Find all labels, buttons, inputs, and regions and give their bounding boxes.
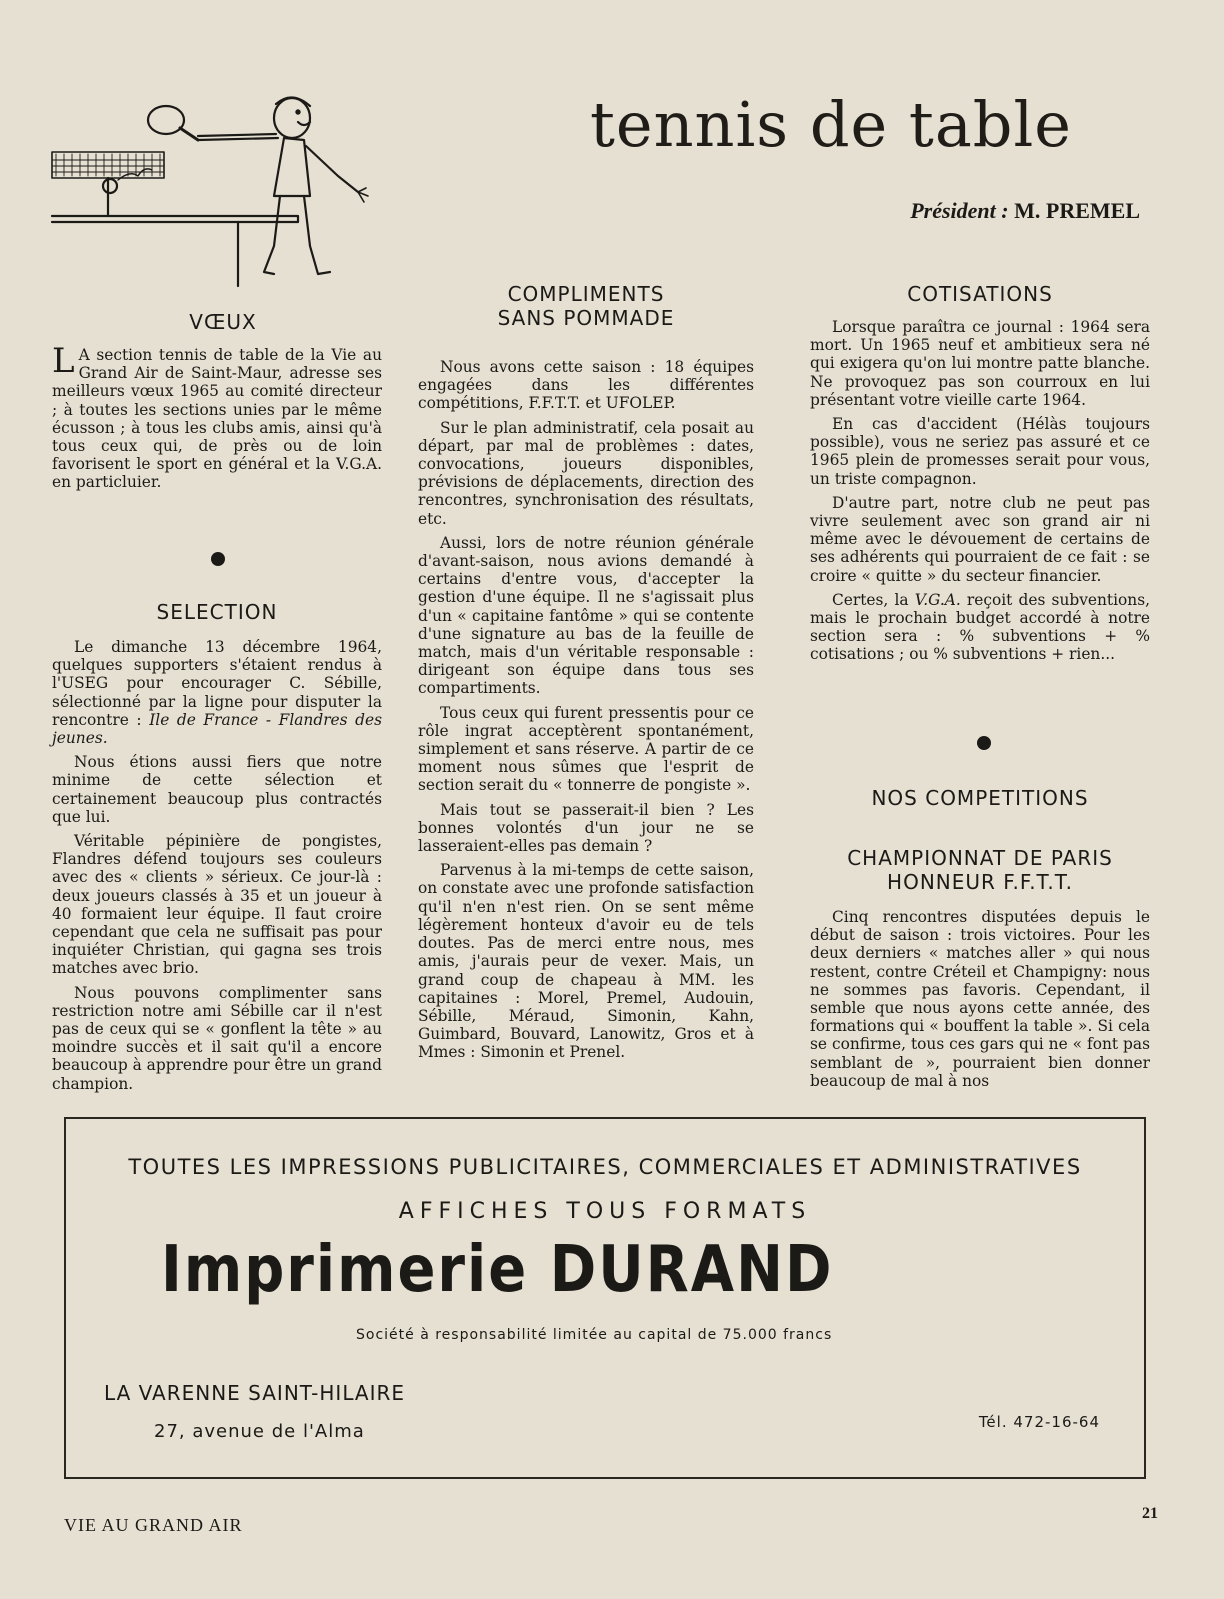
president-label: Président :	[910, 198, 1009, 223]
voeux-heading: VŒUX	[189, 310, 257, 334]
president-line	[910, 198, 1140, 224]
selection-paragraph: Le dimanche 13 décembre 1964, quelques supporters s'étaient rendus à l'USEG pour encourager C. Sébille, sélectionné par la ligne pour disputer la rencontre :	[52, 638, 382, 729]
table-tennis-player-illustration	[48, 96, 378, 292]
advertisement-box	[64, 1117, 1146, 1479]
publication-name: VIE AU GRAND AIR	[64, 1515, 243, 1535]
compliments-paragraph: Sur le plan administratif, cela posait au départ, par mal de problèmes : dates, convocations, joueurs disponibles, prévisions de déplacements, direction des rencontres, synchronisation des résultats, etc.	[418, 418, 754, 528]
compliments-paragraph: Nous avons cette saison : 18 équipes engagées dans les différentes compétitions, F.F.T.T. et UFOLEP.	[418, 358, 754, 413]
page-number: 21	[1142, 1505, 1158, 1522]
compliments-paragraph: Mais tout se passerait-il bien ? Les bonnes volontés d'un jour ne se lasseraient-elles pas demain ?	[418, 800, 754, 856]
ad-brand-name: Imprimerie DURAND	[161, 1232, 834, 1307]
vga-abbr: V.G.A.	[914, 590, 961, 609]
voeux-dropcap: L	[52, 341, 75, 381]
compliments-heading	[418, 282, 754, 330]
championnat-article	[810, 908, 1150, 1096]
selection-match-name: Ile de France - Flandres des jeunes.	[52, 710, 382, 748]
cotisations-paragraph: D'autre part, notre club ne peut pas vivre seulement avec son grand air ni même avec le dévouement de certains de ses adhérents qui pourraient de ce fait : se croire « quitte » du secteur financier.	[810, 493, 1150, 585]
cotisations-paragraph: En cas d'accident (Hélàs toujours possible), vous ne seriez pas assuré et ce 1965 plein de promesses serait pour vous, un triste compagnon.	[810, 415, 1150, 488]
ad-company-info: Société à responsabilité limitée au capital de 75.000 francs	[356, 1327, 833, 1343]
selection-paragraph: Nous pouvons complimenter sans restriction notre ami Sébille car il n'est pas de ceux qui se « gonflent la tête » au moindre succès et il sait qu'il a encore beaucoup à apprendre pour être un grand champion.	[52, 983, 382, 1093]
ad-city: LA VARENNE SAINT-HILAIRE	[104, 1381, 406, 1405]
section-separator	[977, 736, 991, 750]
championnat-heading	[810, 846, 1150, 894]
selection-article	[52, 638, 382, 1099]
selection-heading: SELECTION	[156, 600, 278, 624]
ad-services-line: TOUTES LES IMPRESSIONS PUBLICITAIRES, COMMERCIALES ET ADMINISTRATIVES	[128, 1155, 1082, 1179]
section-separator	[211, 552, 225, 566]
page-title: tennis de table	[590, 88, 1072, 161]
championnat-heading-line2: HONNEUR F.F.T.T.	[887, 870, 1073, 894]
ad-telephone: Tél. 472-16-64	[978, 1413, 1100, 1431]
cotisations-article	[810, 318, 1150, 670]
ad-posters-line: AFFICHES TOUS FORMATS	[398, 1199, 812, 1224]
compliments-heading-line2: SANS POMMADE	[497, 306, 675, 330]
compliments-paragraph: Tous ceux qui furent pressentis pour ce rôle ingrat acceptèrent spontanément, simplement et sans réserve. A partir de ce moment nous sûmes que l'esprit de section serait du « tonnerre de pongiste ».	[418, 703, 754, 795]
compliments-paragraph: Parvenus à la mi-temps de cette saison, on constate avec une profonde satisfaction qu'il n'en n'est rien. On se sent même légèrement honteux d'avoir eu de tels doutes. Pas de merci entre nous, mes amis, j'aurais peur de vexer. Mais, un grand coup de chapeau à MM. les capitaines : Morel, Premel, Audouin, Sébille, Méraud, Simonin, Kahn, Guimbard, Bouvard, Lanowitz, Gros et à Mmes : Simonin et Prenel.	[418, 861, 754, 1062]
compliments-heading-line1: COMPLIMENTS	[507, 282, 665, 306]
cotisations-paragraph: Lorsque paraîtra ce journal : 1964 sera mort. Un 1965 neuf et ambitieux sera né qui exigera qu'on lui montre patte blanche. Ne provoquez pas son courroux en lui présentant votre vieille carte 1964.	[810, 318, 1150, 409]
cotisations-text: Certes, la	[832, 590, 915, 609]
competitions-heading: NOS COMPETITIONS	[871, 786, 1089, 810]
cotisations-heading: COTISATIONS	[907, 282, 1053, 306]
voeux-text: A section tennis de table de la Vie au Grand Air de Saint-Maur, adresse ses meilleurs vœux 1965 au comité directeur ; à toutes les sections unies par le même écusson ; à tous les clubs amis, ainsi qu'à tous ceux qui, de près ou de loin favorisent le sport en général et la V.G.A. en particluier.	[52, 346, 382, 492]
cotisations-text: reçoit des subventions, mais le prochain budget accordé à notre section sera : % subventions + % cotisations ; ou % subventions + rien...	[810, 590, 1150, 664]
compliments-paragraph: Aussi, lors de notre réunion générale d'avant-saison, nous avions demandé à certains d'entre vous, d'accepter la gestion d'une équipe. Il ne s'agissait plus d'un « capitaine fantôme » qui se contente d'une signature au bas de la feuille de match, mais d'un véritable responsable : dirigeant son équipe dans tous ses compartiments.	[418, 533, 754, 698]
voeux-article	[52, 341, 382, 498]
compliments-article	[418, 358, 754, 1068]
ad-address: 27, avenue de l'Alma	[154, 1421, 365, 1442]
championnat-heading-line1: CHAMPIONNAT DE PARIS	[847, 846, 1113, 870]
championnat-paragraph: Cinq rencontres disputées depuis le début de saison : trois victoires. Pour les deux derniers « matches aller » qui nous restent, contre Créteil et Champigny: nous ne sommes pas favoris. Cependant, il semble que nous ayons cette année, des formations qui « bouffent la table ». Si cela se confirme, tous ces gars qui ne « font pas semblant de », pourraient bien donner beaucoup de mal à nos	[810, 908, 1150, 1090]
selection-paragraph: Véritable pépinière de pongistes, Flandres défend toujours ses couleurs avec des « clients » sérieux. Ce jour-là : deux joueurs classés à 35 et un joueur à 40 formaient leur équipe. Il faut croire cependant que cela ne suffisait pas pour inquiéter Christian, qui gagna ses trois matches avec brio.	[52, 832, 382, 978]
president-name: M. PREMEL	[1014, 198, 1140, 223]
selection-paragraph: Nous étions aussi fiers que notre minime de cette sélection et certainement beaucoup plus contractés que lui.	[52, 753, 382, 826]
